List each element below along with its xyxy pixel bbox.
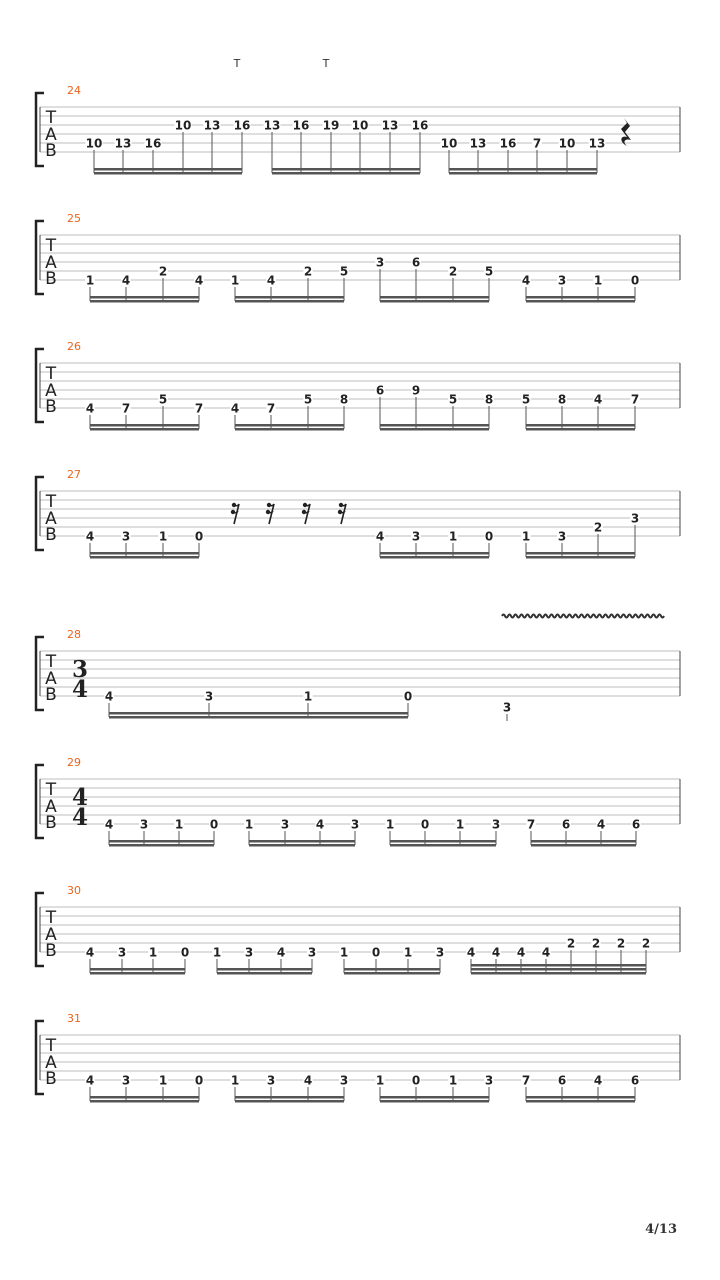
beam [449,168,597,171]
beam [90,428,199,431]
fret-number: 3 [266,1073,276,1088]
measure-number: 24 [67,84,81,97]
fret-number: 3 [121,529,131,544]
beam [249,844,355,847]
beam [109,844,214,847]
tab-clef-letter: A [45,253,57,273]
fret-number: 1 [174,817,184,832]
beam [380,1100,489,1103]
fret-number: 13 [381,118,399,133]
beam [380,552,489,555]
fret-number: 4 [516,945,526,960]
fret-number: 4 [315,817,325,832]
fret-number: 6 [630,1073,640,1088]
tap-marker: T [233,57,241,70]
beam [531,844,636,847]
beam [526,552,635,555]
fret-number: 0 [411,1073,421,1088]
fret-number: 4 [121,273,131,288]
beam [526,300,635,303]
beam [344,972,440,975]
tab-clef-letter: B [45,685,57,705]
fret-number: 3 [557,273,567,288]
fret-number: 3 [350,817,360,832]
beam [531,840,636,843]
tap-marker: T [322,57,330,70]
fret-number: 1 [339,945,349,960]
fret-number: 4 [194,273,204,288]
fret-number: 10 [174,118,192,133]
fret-number: 4 [85,401,95,416]
fret-number: 5 [339,264,349,279]
fret-number: 1 [148,945,158,960]
fret-number: 7 [630,392,640,407]
fret-number: 7 [121,401,131,416]
measure-number: 27 [67,468,81,481]
beam [380,428,489,431]
time-signature-top: 3 [71,656,89,683]
beam [90,424,199,427]
beam [471,972,646,975]
fret-number: 16 [292,118,310,133]
beam [235,428,344,431]
fret-number: 1 [244,817,254,832]
beam [109,712,408,715]
sixteenth-rest [231,503,239,524]
fret-number: 1 [230,273,240,288]
beam [90,296,199,299]
fret-number: 1 [230,1073,240,1088]
fret-number: 3 [435,945,445,960]
fret-number: 4 [466,945,476,960]
beam [90,972,185,975]
fret-number: 2 [593,520,603,535]
fret-number: 3 [121,1073,131,1088]
beam [272,168,420,171]
tab-clef-letter: A [45,669,57,689]
tab-staff-31 [36,1012,680,1103]
fret-number: 10 [351,118,369,133]
tab-clef-letter: A [45,125,57,145]
fret-number: 4 [491,945,501,960]
fret-number: 1 [455,817,465,832]
fret-number: 2 [448,264,458,279]
fret-number: 13 [469,136,487,151]
fret-number: 3 [244,945,254,960]
beam [526,556,635,559]
fret-number: 4 [375,529,385,544]
beam [471,968,646,971]
beam [526,1096,635,1099]
fret-number: 16 [144,136,162,151]
fret-number: 3 [307,945,317,960]
fret-number: 7 [266,401,276,416]
beam [526,428,635,431]
tab-clef-letter: B [45,813,57,833]
fret-number: 0 [403,689,413,704]
tab-clef-letter: A [45,381,57,401]
tab-clef-letter: T [45,652,57,672]
fret-number: 2 [158,264,168,279]
beam [390,840,496,843]
beam [94,168,242,171]
fret-number: 3 [139,817,149,832]
fret-number: 4 [276,945,286,960]
fret-number: 7 [521,1073,531,1088]
fret-number: 4 [85,945,95,960]
vibrato-mark [502,615,664,618]
fret-number: 1 [403,945,413,960]
fret-number: 10 [440,136,458,151]
fret-number: 5 [448,392,458,407]
tab-clef-letter: A [45,925,57,945]
fret-number: 2 [616,936,626,951]
beam [94,172,242,175]
tab-staff-25 [36,212,680,303]
tab-staff-28 [36,615,680,722]
fret-number: 16 [499,136,517,151]
fret-number: 0 [209,817,219,832]
fret-number: 6 [375,383,385,398]
tab-clef-letter: B [45,525,57,545]
fret-number: 6 [411,255,421,270]
fret-number: 19 [322,118,340,133]
fret-number: 2 [591,936,601,951]
fret-number: 4 [230,401,240,416]
tab-staff-24 [36,84,680,175]
beam [526,1100,635,1103]
beam [526,296,635,299]
fret-number: 4 [266,273,276,288]
fret-number: 2 [566,936,576,951]
fret-number: 16 [233,118,251,133]
tab-clef-letter: T [45,492,57,512]
fret-number: 4 [593,392,603,407]
fret-number: 1 [212,945,222,960]
beam [526,424,635,427]
fret-number: 2 [303,264,313,279]
beam [380,300,489,303]
fret-number: 3 [557,529,567,544]
fret-number: 8 [557,392,567,407]
beam [235,300,344,303]
measure-number: 25 [67,212,81,225]
fret-number: 5 [484,264,494,279]
tab-clef-letter: T [45,908,57,928]
beam [235,1100,344,1103]
fret-number: 5 [158,392,168,407]
beam [217,968,312,971]
fret-number: 0 [194,1073,204,1088]
beam [90,1096,199,1099]
tab-staff-26 [36,340,680,431]
beam [235,296,344,299]
fret-number: 4 [541,945,551,960]
fret-number: 3 [204,689,214,704]
quarter-rest [621,118,631,146]
fret-number: 10 [558,136,576,151]
tab-clef-letter: B [45,269,57,289]
fret-number: 4 [593,1073,603,1088]
tab-clef-letter: T [45,236,57,256]
fret-number: 0 [180,945,190,960]
tab-staff-30 [36,884,680,975]
measure-number: 29 [67,756,81,769]
fret-number: 6 [557,1073,567,1088]
fret-number: 1 [85,273,95,288]
sixteenth-rest [338,503,346,524]
fret-number: 1 [303,689,313,704]
fret-number: 3 [375,255,385,270]
beam [471,964,646,967]
beam [380,1096,489,1099]
time-signature-bottom: 4 [71,676,89,703]
fret-number: 16 [411,118,429,133]
measure-number: 26 [67,340,81,353]
fret-number: 3 [484,1073,494,1088]
beam [235,1096,344,1099]
beam [217,972,312,975]
fret-number: 0 [630,273,640,288]
measure-number: 30 [67,884,81,897]
sixteenth-rest [266,503,274,524]
beam [109,840,214,843]
beam [272,172,420,175]
tab-clef-letter: B [45,1069,57,1089]
beam [380,556,489,559]
tab-clef-letter: T [45,364,57,384]
fret-number: 4 [104,689,114,704]
beam [90,968,185,971]
fret-number: 8 [339,392,349,407]
sixteenth-rest [302,503,310,524]
tab-clef-letter: A [45,509,57,529]
tab-staff-29 [36,756,680,847]
fret-number: 4 [303,1073,313,1088]
tab-clef-letter: B [45,141,57,161]
beam [109,716,408,719]
time-signature-top: 4 [71,784,89,811]
tab-clef-letter: A [45,797,57,817]
fret-number: 2 [641,936,651,951]
fret-number: 7 [532,136,542,151]
fret-number: 3 [502,700,512,715]
fret-number: 1 [521,529,531,544]
time-signature-bottom: 4 [71,804,89,831]
beam [449,172,597,175]
beam [90,300,199,303]
fret-number: 4 [521,273,531,288]
beam [390,844,496,847]
fret-number: 7 [526,817,536,832]
fret-number: 0 [484,529,494,544]
tab-clef-letter: B [45,397,57,417]
fret-number: 3 [630,511,640,526]
fret-number: 1 [448,529,458,544]
tab-clef-letter: A [45,1053,57,1073]
fret-number: 3 [339,1073,349,1088]
fret-number: 0 [371,945,381,960]
tab-clef-letter: T [45,1036,57,1056]
fret-number: 9 [411,383,421,398]
fret-number: 3 [411,529,421,544]
fret-number: 13 [263,118,281,133]
fret-number: 13 [588,136,606,151]
measure-number: 31 [67,1012,81,1025]
fret-number: 13 [114,136,132,151]
fret-number: 1 [448,1073,458,1088]
fret-number: 10 [85,136,103,151]
tab-clef-letter: B [45,941,57,961]
fret-number: 4 [85,1073,95,1088]
beam [380,424,489,427]
fret-number: 13 [203,118,221,133]
fret-number: 4 [104,817,114,832]
fret-number: 8 [484,392,494,407]
fret-number: 1 [158,1073,168,1088]
beam [235,424,344,427]
fret-number: 5 [521,392,531,407]
beam [380,296,489,299]
beam [344,968,440,971]
fret-number: 7 [194,401,204,416]
beam [90,556,199,559]
fret-number: 3 [117,945,127,960]
tab-clef-letter: T [45,108,57,128]
fret-number: 3 [491,817,501,832]
fret-number: 1 [375,1073,385,1088]
measure-number: 28 [67,628,81,641]
fret-number: 4 [596,817,606,832]
fret-number: 6 [631,817,641,832]
fret-number: 5 [303,392,313,407]
tab-clef-letter: T [45,780,57,800]
fret-number: 1 [593,273,603,288]
fret-number: 6 [561,817,571,832]
beam [90,552,199,555]
fret-number: 4 [85,529,95,544]
fret-number: 0 [420,817,430,832]
fret-number: 0 [194,529,204,544]
beam [90,1100,199,1103]
fret-number: 1 [158,529,168,544]
tab-staff-27 [36,468,680,559]
page-number: 4/13 [645,1222,677,1237]
beam [249,840,355,843]
fret-number: 1 [385,817,395,832]
fret-number: 3 [280,817,290,832]
